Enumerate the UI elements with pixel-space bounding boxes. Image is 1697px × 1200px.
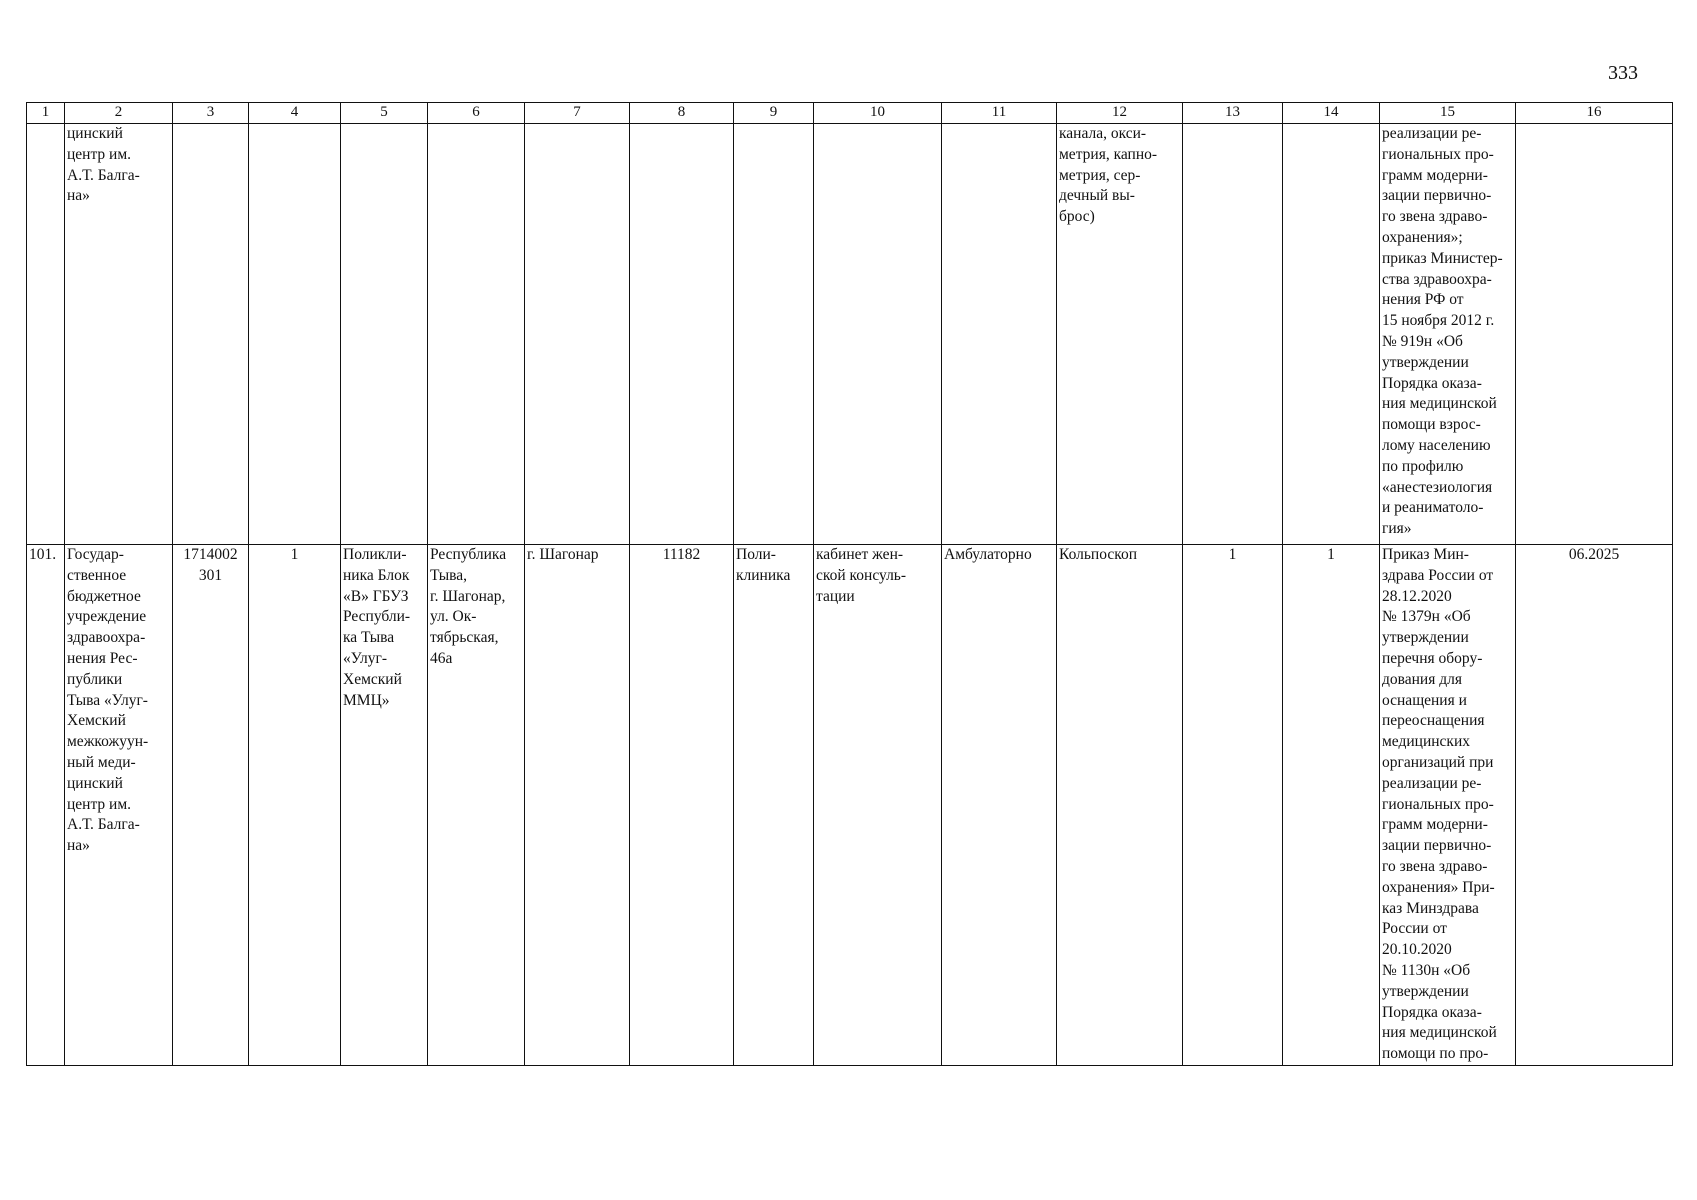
cell-text-line: гиональных про- <box>1382 145 1494 163</box>
cell-text-line: Порядка оказа- <box>1382 374 1482 392</box>
cell-text-line: 11182 <box>662 546 701 563</box>
column-number: 3 <box>173 103 249 124</box>
table-cell <box>630 545 734 1066</box>
cell-text-line: центр им. <box>67 795 132 813</box>
cell-text-line: 1714002 <box>183 546 238 563</box>
table-cell <box>734 545 814 1066</box>
equipment-table <box>26 102 1673 1066</box>
cell-text-line: нения Рес- <box>67 649 138 667</box>
cell-text-line: охранения»; <box>1382 228 1463 246</box>
cell-text-line: клиника <box>736 566 791 584</box>
table-cell <box>1057 124 1183 545</box>
cell-text-line: организаций при <box>1382 753 1494 771</box>
cell-text-line: перечня обору- <box>1382 649 1483 667</box>
cell-text-line: здравоохра- <box>67 629 146 647</box>
cell-text-line: Кольпоскоп <box>1059 546 1138 563</box>
table-cell <box>65 545 173 1066</box>
cell-text-line: центр им. <box>67 145 132 163</box>
cell-text-line: канала, окси- <box>1059 125 1147 142</box>
cell-text-line: бюджетное <box>67 587 141 605</box>
cell-text-line: 1 <box>1327 546 1335 563</box>
table-cell <box>1057 545 1183 1066</box>
table-cell <box>1283 545 1380 1066</box>
column-number: 15 <box>1380 103 1516 124</box>
cell-text-line: гия» <box>1382 520 1412 538</box>
cell-text-line: го звена здраво- <box>1382 857 1488 875</box>
table-cell <box>173 545 249 1066</box>
column-number: 5 <box>341 103 428 124</box>
cell-text-line: зации первично- <box>1382 187 1492 205</box>
cell-text-line: г. Шагонар, <box>430 587 506 605</box>
cell-text-line: ства здравоохра- <box>1382 270 1492 288</box>
cell-text-line: г. Шагонар <box>527 546 599 563</box>
table-cell <box>942 124 1057 545</box>
column-number: 13 <box>1183 103 1283 124</box>
cell-text-line: зации первично- <box>1382 837 1492 855</box>
cell-text-line: ния медицинской <box>1382 395 1497 413</box>
cell-text-line: Тыва, <box>430 566 467 584</box>
column-number: 2 <box>65 103 173 124</box>
table-cell <box>249 545 341 1066</box>
column-number: 11 <box>942 103 1057 124</box>
table-cell <box>814 124 942 545</box>
table-cell <box>630 124 734 545</box>
cell-text-line: Республика <box>430 546 507 563</box>
cell-text-line: гиональных про- <box>1382 795 1494 813</box>
table-cell <box>1516 545 1673 1066</box>
cell-text-line: ственное <box>67 566 127 584</box>
cell-text-line: медицинских <box>1382 733 1471 751</box>
cell-text-line: дечный вы- <box>1059 187 1135 205</box>
cell-text-line: по профилю <box>1382 457 1464 475</box>
cell-text-line: № 919н «Об <box>1382 332 1463 350</box>
column-number: 9 <box>734 103 814 124</box>
cell-text-line: Республи- <box>343 608 411 626</box>
cell-text-line: каз Минздрава <box>1382 899 1479 917</box>
cell-text-line: утверждении <box>1382 982 1469 1000</box>
cell-text-line: «Улуг- <box>343 649 387 667</box>
cell-text-line: 301 <box>198 566 223 584</box>
cell-text-line: межкожуун- <box>67 733 149 751</box>
cell-text-line: грамм модерни- <box>1382 166 1488 184</box>
cell-text-line: «анестезиология <box>1382 478 1493 496</box>
cell-text-line: 20.10.2020 <box>1382 941 1452 959</box>
cell-text-line: помощи взрос- <box>1382 416 1481 434</box>
column-number: 10 <box>814 103 942 124</box>
cell-text-line: 15 ноября 2012 г. <box>1382 312 1495 330</box>
cell-text-line: помощи по про- <box>1382 1045 1489 1063</box>
cell-text-line: утверждении <box>1382 629 1469 647</box>
cell-text-line: го звена здраво- <box>1382 208 1488 226</box>
table-cell <box>428 124 525 545</box>
cell-text-line: нения РФ от <box>1382 291 1464 309</box>
cell-text-line: 28.12.2020 <box>1382 587 1452 605</box>
cell-text-line: ской консуль- <box>816 566 907 584</box>
table-cell <box>428 545 525 1066</box>
column-number: 7 <box>525 103 630 124</box>
cell-text-line: и реаниматоло- <box>1382 499 1484 517</box>
cell-text-line: брос) <box>1059 208 1095 226</box>
table-cell <box>1183 545 1283 1066</box>
table-cell <box>249 124 341 545</box>
cell-text-line: реализации ре- <box>1382 125 1482 142</box>
cell-text-line: переоснащения <box>1382 712 1485 730</box>
table-cell <box>173 124 249 545</box>
cell-text-line: цинский <box>67 774 123 792</box>
cell-text-line: 46а <box>430 649 453 667</box>
table-cell <box>525 545 630 1066</box>
column-number: 1 <box>27 103 65 124</box>
cell-text-line: Приказ Мин- <box>1382 546 1469 563</box>
cell-text-line: оснащения и <box>1382 691 1467 709</box>
table-cell <box>65 124 173 545</box>
cell-text-line: ния медицинской <box>1382 1024 1497 1042</box>
cell-text-line: кабинет жен- <box>816 546 904 563</box>
table-cell <box>814 545 942 1066</box>
table-cell <box>341 124 428 545</box>
table-body <box>27 103 1673 1066</box>
cell-text-line: тации <box>816 587 855 605</box>
table-cell <box>27 124 65 545</box>
cell-text-line: лому населению <box>1382 436 1491 454</box>
cell-text-line: 101. <box>29 546 57 563</box>
table-cell <box>1380 545 1516 1066</box>
table-cell <box>341 545 428 1066</box>
cell-text-line: ный меди- <box>67 753 136 771</box>
cell-text-line: ника Блок <box>343 566 410 584</box>
cell-text-line: метрия, капно- <box>1059 145 1158 163</box>
cell-text-line: Амбулаторно <box>944 546 1032 563</box>
cell-text-line: тябрьская, <box>430 629 499 647</box>
cell-text-line: охранения» При- <box>1382 878 1495 896</box>
column-number: 14 <box>1283 103 1380 124</box>
cell-text-line: ка Тыва <box>343 629 395 647</box>
cell-text-line: 1 <box>290 546 299 563</box>
column-number: 12 <box>1057 103 1183 124</box>
table-row <box>27 545 1673 1066</box>
cell-text-line: России от <box>1382 920 1447 938</box>
table-cell <box>27 545 65 1066</box>
cell-text-line: публики <box>67 670 123 688</box>
cell-text-line: дования для <box>1382 670 1462 688</box>
table-cell <box>942 545 1057 1066</box>
cell-text-line: учреждение <box>67 608 147 626</box>
table-cell <box>734 124 814 545</box>
table-row <box>27 124 1673 545</box>
cell-text-line: здрава России от <box>1382 566 1494 584</box>
cell-text-line: А.Т. Балга- <box>67 816 140 834</box>
cell-text-line: Хемский <box>343 670 402 688</box>
cell-text-line: цинский <box>67 125 123 142</box>
cell-text-line: ул. Ок- <box>430 608 477 626</box>
cell-text-line: на» <box>67 837 90 855</box>
table-cell <box>1516 124 1673 545</box>
cell-text-line: реализации ре- <box>1382 774 1482 792</box>
cell-text-line: утверждении <box>1382 353 1469 371</box>
column-number: 4 <box>249 103 341 124</box>
cell-text-line: ММЦ» <box>343 691 390 709</box>
cell-text-line: грамм модерни- <box>1382 816 1488 834</box>
cell-text-line: «В» ГБУЗ <box>343 587 409 605</box>
cell-text-line: метрия, сер- <box>1059 166 1141 184</box>
column-number-header-row <box>27 103 1673 124</box>
cell-text-line: А.Т. Балга- <box>67 166 140 184</box>
cell-text-line: 1 <box>1228 546 1237 563</box>
cell-text-line: 06.2025 <box>1568 546 1620 563</box>
cell-text-line: № 1379н «Об <box>1382 608 1471 626</box>
cell-text-line: № 1130н «Об <box>1382 961 1471 979</box>
cell-text-line: Тыва «Улуг- <box>67 691 148 709</box>
column-number: 8 <box>630 103 734 124</box>
cell-text-line: приказ Министер- <box>1382 249 1503 267</box>
cell-text-line: на» <box>67 187 90 205</box>
cell-text-line: Поликли- <box>343 546 407 563</box>
table-cell <box>1283 124 1380 545</box>
table-cell <box>1380 124 1516 545</box>
column-number: 6 <box>428 103 525 124</box>
cell-text-line: Поли- <box>736 546 776 563</box>
column-number: 16 <box>1516 103 1673 124</box>
cell-text-line: Государ- <box>67 546 124 563</box>
table-cell <box>1183 124 1283 545</box>
table-cell <box>525 124 630 545</box>
cell-text-line: Хемский <box>67 712 126 730</box>
page-number: 333 <box>1608 62 1638 84</box>
cell-text-line: Порядка оказа- <box>1382 1003 1482 1021</box>
